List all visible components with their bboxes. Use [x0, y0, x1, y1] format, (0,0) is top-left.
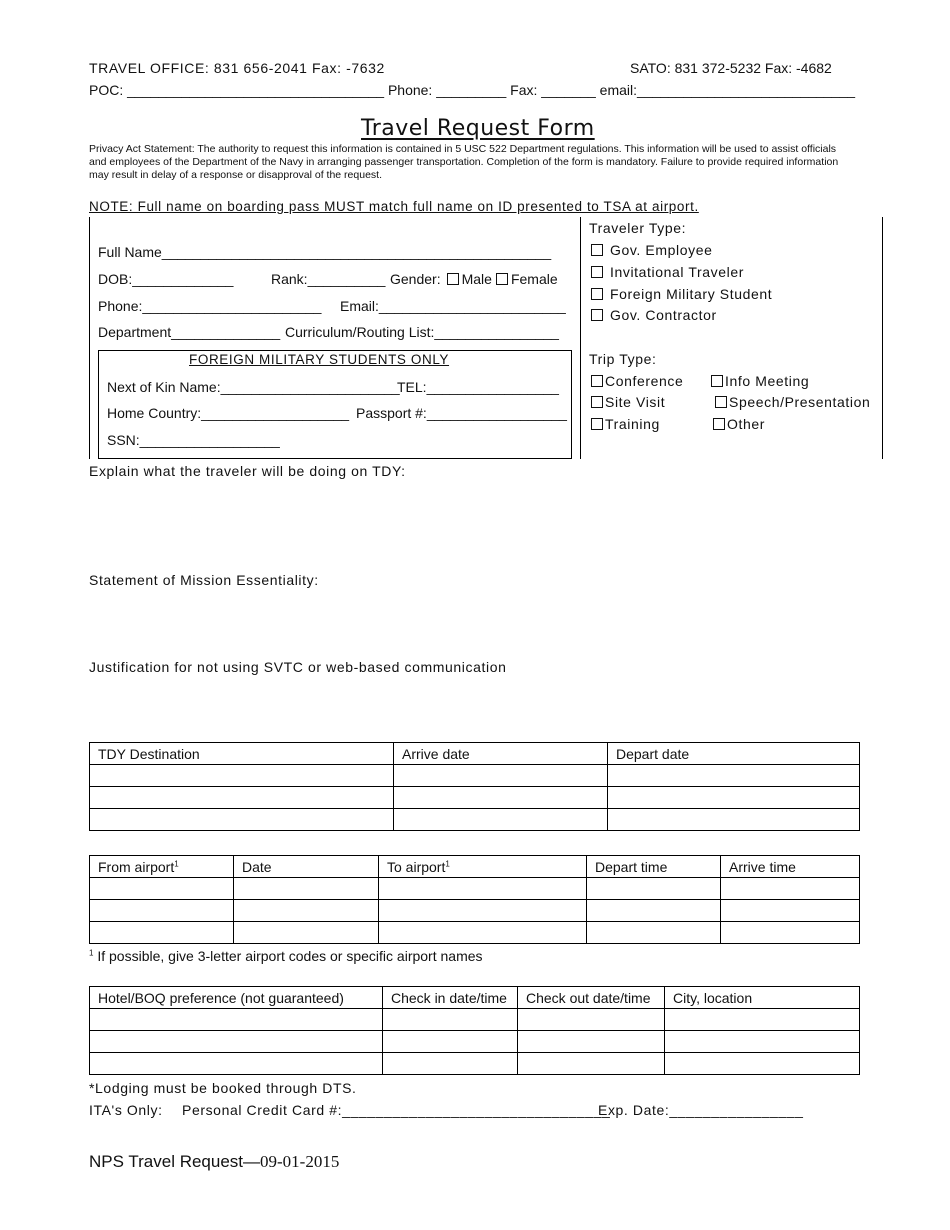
- table-cell[interactable]: [587, 878, 721, 900]
- option-label: Invitational Traveler: [610, 264, 744, 280]
- footnote-text: If possible, give 3-letter airport codes or specific airport names: [97, 948, 483, 964]
- option-label: Training: [605, 416, 660, 432]
- invitational-traveler-checkbox[interactable]: [591, 266, 603, 278]
- table-header: TDY Destination: [90, 743, 394, 765]
- table-cell[interactable]: [518, 1031, 665, 1053]
- foreign-military-student-checkbox[interactable]: [591, 288, 603, 300]
- table-header: [90, 856, 234, 878]
- trip-type-option[interactable]: [711, 373, 809, 389]
- table-header: Check out date/time: [518, 987, 665, 1009]
- table-header: Arrive time: [721, 856, 860, 878]
- table-cell[interactable]: [90, 765, 394, 787]
- table-header: Date: [234, 856, 379, 878]
- table-row: [90, 900, 860, 922]
- svtc-justification-prompt: Justification for not using SVTC or web-based communication: [89, 659, 507, 675]
- footnote-marker: 1: [89, 948, 94, 958]
- training-checkbox[interactable]: [591, 418, 603, 430]
- table-cell[interactable]: [721, 900, 860, 922]
- table-cell[interactable]: [90, 787, 394, 809]
- option-label: Conference: [605, 373, 684, 389]
- table-cell[interactable]: [587, 922, 721, 944]
- site-visit-checkbox[interactable]: [591, 396, 603, 408]
- footnote-marker: 1: [174, 858, 179, 868]
- hotel-table: [89, 986, 860, 1075]
- table-row: [90, 809, 860, 831]
- table-row: [90, 1053, 860, 1075]
- table-cell[interactable]: [721, 878, 860, 900]
- dob-field[interactable]: DOB:_____________: [98, 271, 234, 287]
- tel-field[interactable]: TEL:_________________: [397, 379, 559, 395]
- table-cell[interactable]: [665, 1053, 860, 1075]
- traveler-type-label: Traveler Type:: [589, 220, 687, 236]
- ita-label: ITA's Only:: [89, 1102, 163, 1118]
- table-header-row: [90, 856, 860, 878]
- rank-field[interactable]: Rank:__________: [271, 271, 386, 287]
- left-section-border: [89, 217, 90, 459]
- table-header: Check in date/time: [383, 987, 518, 1009]
- table-cell[interactable]: [90, 1031, 383, 1053]
- table-header: City, location: [665, 987, 860, 1009]
- home-country-field[interactable]: Home Country:___________________: [107, 405, 350, 421]
- table-cell[interactable]: [383, 1031, 518, 1053]
- table-row: [90, 787, 860, 809]
- foreign-students-heading: FOREIGN MILITARY STUDENTS ONLY: [189, 352, 450, 367]
- table-header: Hotel/BOQ preference (not guaranteed): [90, 987, 383, 1009]
- full-name-field[interactable]: Full Name__________________________________________________: [98, 244, 552, 260]
- trip-type-option[interactable]: [715, 394, 870, 410]
- table-cell[interactable]: [608, 787, 860, 809]
- table-cell[interactable]: [383, 1053, 518, 1075]
- exp-date-field[interactable]: Exp. Date:________________: [598, 1102, 804, 1118]
- privacy-statement: Privacy Act Statement: The authority to request this information is contained in 5 USC 522 Department regulations. This information will be used to assist officials and employees of the Department of the Navy in arranging passenger transportation. Completion of the form is mandatory. Failure to provide required information may result in delay of a response or disapproval of the request.: [89, 143, 839, 181]
- trip-type-option[interactable]: [591, 416, 660, 432]
- email-field[interactable]: Email:________________________: [340, 298, 566, 314]
- traveler-type-option[interactable]: [591, 242, 712, 258]
- female-label: Female: [510, 271, 558, 287]
- header-label: To airport: [387, 858, 446, 875]
- option-label: Foreign Military Student: [610, 286, 773, 302]
- table-header: Depart date: [608, 743, 860, 765]
- table-cell[interactable]: [234, 878, 379, 900]
- option-label: Info Meeting: [725, 373, 810, 389]
- traveler-type-option[interactable]: [591, 264, 744, 280]
- header-label: From airport: [98, 858, 175, 875]
- curriculum-field[interactable]: Curriculum/Routing List:________________: [285, 324, 559, 340]
- male-label: Male: [461, 271, 492, 287]
- form-id: NPS Travel Request—: [89, 1152, 261, 1171]
- passport-field[interactable]: Passport #:__________________: [356, 405, 567, 421]
- table-cell[interactable]: [234, 922, 379, 944]
- speech-presentation-checkbox[interactable]: [715, 396, 727, 408]
- lodging-note: *Lodging must be booked through DTS.: [89, 1080, 357, 1096]
- form-date: 09-01-2015: [260, 1152, 340, 1171]
- table-cell[interactable]: [394, 787, 608, 809]
- table-row: [90, 922, 860, 944]
- option-label: Gov. Employee: [610, 242, 713, 258]
- poc-line[interactable]: POC: _________________________________ Phone: _________ Fax: _______ email:____________________________: [89, 82, 856, 98]
- department-field[interactable]: Department______________: [98, 324, 281, 340]
- table-cell[interactable]: [665, 1031, 860, 1053]
- trip-type-label: Trip Type:: [589, 351, 657, 367]
- table-cell[interactable]: [90, 1053, 383, 1075]
- tsa-note: NOTE: Full name on boarding pass MUST match full name on ID presented to TSA at airport.: [89, 199, 699, 214]
- sato-contact: SATO: 831 372-5232 Fax: -4682: [630, 60, 832, 76]
- table-cell[interactable]: [383, 1009, 518, 1031]
- table-cell[interactable]: [379, 878, 587, 900]
- trip-type-option[interactable]: [591, 373, 683, 389]
- tdy-explanation-prompt: Explain what the traveler will be doing on TDY:: [89, 463, 406, 479]
- table-cell[interactable]: [90, 1009, 383, 1031]
- table-cell[interactable]: [379, 900, 587, 922]
- table-header: [379, 856, 587, 878]
- right-section-border: [882, 217, 883, 459]
- footnote-marker: 1: [445, 858, 450, 868]
- trip-type-option[interactable]: [713, 416, 765, 432]
- table-header-row: [90, 987, 860, 1009]
- mission-essentiality-prompt: Statement of Mission Essentiality:: [89, 572, 319, 588]
- form-title: Travel Request Form: [361, 116, 595, 141]
- table-cell[interactable]: [234, 900, 379, 922]
- table-cell[interactable]: [394, 765, 608, 787]
- table-cell[interactable]: [608, 765, 860, 787]
- table-cell[interactable]: [587, 900, 721, 922]
- option-label: Speech/Presentation: [729, 394, 871, 410]
- traveler-type-option[interactable]: [591, 286, 772, 302]
- table-row: [90, 1009, 860, 1031]
- section-divider: [580, 217, 581, 459]
- female-checkbox[interactable]: [496, 273, 508, 285]
- gov-contractor-checkbox[interactable]: [591, 309, 603, 321]
- option-label: Other: [727, 416, 766, 432]
- phone-field[interactable]: Phone:_______________________: [98, 298, 322, 314]
- table-row: [90, 878, 860, 900]
- table-cell[interactable]: [379, 922, 587, 944]
- other-checkbox[interactable]: [713, 418, 725, 430]
- table-cell[interactable]: [608, 809, 860, 831]
- table-cell[interactable]: [665, 1009, 860, 1031]
- table-cell[interactable]: [90, 878, 234, 900]
- gender-label: Gender:: [390, 271, 441, 287]
- table-header: Arrive date: [394, 743, 608, 765]
- table-header: Depart time: [587, 856, 721, 878]
- option-label: Gov. Contractor: [610, 307, 717, 323]
- conference-checkbox[interactable]: [591, 375, 603, 387]
- table-cell[interactable]: [90, 809, 394, 831]
- credit-card-field[interactable]: Personal Credit Card #:________________________________: [182, 1102, 611, 1118]
- traveler-type-option[interactable]: [591, 307, 717, 323]
- gov-employee-checkbox[interactable]: [591, 244, 603, 256]
- table-row: [90, 765, 860, 787]
- trip-type-option[interactable]: [591, 394, 665, 410]
- table-header-row: [90, 743, 860, 765]
- option-label: Site Visit: [605, 394, 666, 410]
- next-of-kin-field[interactable]: Next of Kin Name:_______________________: [107, 379, 400, 395]
- table-cell[interactable]: [90, 900, 234, 922]
- table-cell[interactable]: [90, 922, 234, 944]
- table-cell[interactable]: [721, 922, 860, 944]
- ssn-field[interactable]: SSN:__________________: [107, 432, 280, 448]
- form-footer: [89, 1152, 339, 1172]
- info-meeting-checkbox[interactable]: [711, 375, 723, 387]
- tdy-destination-table: [89, 742, 860, 831]
- male-checkbox[interactable]: [447, 273, 459, 285]
- table-cell[interactable]: [394, 809, 608, 831]
- travel-office-contact: TRAVEL OFFICE: 831 656-2041 Fax: -7632: [89, 60, 385, 76]
- gender-group: [390, 271, 558, 287]
- table-cell[interactable]: [518, 1053, 665, 1075]
- airport-footnote: [89, 948, 483, 964]
- table-row: [90, 1031, 860, 1053]
- flight-table: [89, 855, 860, 944]
- table-cell[interactable]: [518, 1009, 665, 1031]
